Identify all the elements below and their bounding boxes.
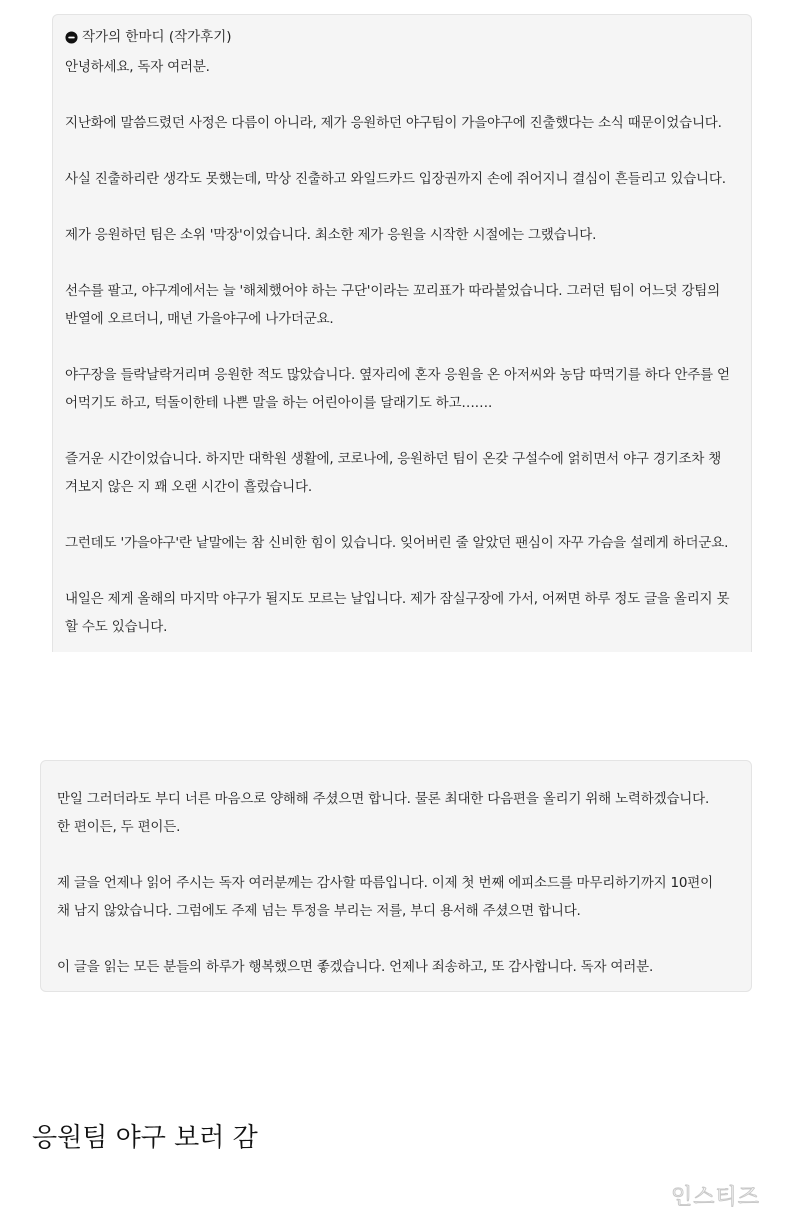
note-paragraph: 사실 진출하리란 생각도 못했는데, 막상 진출하고 와일드카드 입장권까지 손에 쥐어지니 결심이 흔들리고 있습니다.: [65, 171, 726, 187]
note-paragraph: 만일 그러더라도 부디 너른 마음으로 양해해 주셨으면 합니다. 물론 최대한 다음편을 올리기 위해 노력하겠습니다. 한 편이든, 두 편이든.: [57, 791, 710, 835]
note-paragraph: 야구장을 들락날락거리며 응원한 적도 많았습니다. 옆자리에 혼자 응원을 온 아저씨와 농담 따먹기를 하다 안주를 얻 어먹기도 하고, 턱돌이한테 나쁜 말을 하는 어린아이를 달래기도 하고…….: [65, 367, 730, 411]
note-paragraph: 그런데도 '가을야구'란 낱말에는 참 신비한 힘이 있습니다. 잊어버린 줄 알았던 팬심이 자꾸 가슴을 설레게 하더군요.: [65, 535, 729, 551]
note-paragraph: 제 글을 언제나 읽어 주시는 독자 여러분께는 감사할 따름입니다. 이제 첫 번째 에피소드를 마무리하기까지 10편이 채 남지 않았습니다. 그럼에도 주제 넘는 투정을 부리는 저를, 부디 용서해 주셨으면 합니다.: [57, 875, 713, 919]
author-note-box: [52, 14, 752, 652]
site-watermark: 인스티즈: [670, 1185, 760, 1210]
note-paragraph: 지난화에 말씀드렸던 사정은 다름이 아니라, 제가 응원하던 야구팀이 가을야구에 진출했다는 소식 때문이었습니다.: [65, 115, 722, 131]
note-paragraph: 안녕하세요, 독자 여러분.: [65, 59, 210, 75]
author-note-title: 작가의 한마디 (작가후기): [82, 29, 232, 45]
note-paragraph: 제가 응원하던 팀은 소위 '막장'이었습니다. 최소한 제가 응원을 시작한 시절에는 그랬습니다.: [65, 227, 597, 243]
comment-icon: [65, 31, 78, 44]
author-note-header: [65, 27, 739, 47]
note-paragraph: 내일은 제게 올해의 마지막 야구가 될지도 모르는 날입니다. 제가 잠실구장에 가서, 어쩌면 하루 정도 글을 올리지 못 할 수도 있습니다.: [65, 591, 730, 635]
author-note-box-continued: [40, 760, 752, 992]
note-paragraph: 선수를 팔고, 야구계에서는 늘 '해체했어야 하는 구단'이라는 꼬리표가 따라붙었습니다. 그러던 팀이 어느덧 강팀의 반열에 오르더니, 매년 가을야구에 나가더군요.: [65, 283, 720, 327]
note-paragraph: 즐거운 시간이었습니다. 하지만 대학원 생활에, 코로나에, 응원하던 팀이 온갖 구설수에 얽히면서 야구 경기조차 챙 겨보지 않은 지 꽤 오랜 시간이 흘렀습니다.: [65, 451, 722, 495]
post-title: 응원팀 야구 보러 감: [32, 1123, 258, 1153]
note-paragraph: 이 글을 읽는 모든 분들의 하루가 행복했으면 좋겠습니다. 언제나 죄송하고, 또 감사합니다. 독자 여러분.: [57, 959, 654, 975]
